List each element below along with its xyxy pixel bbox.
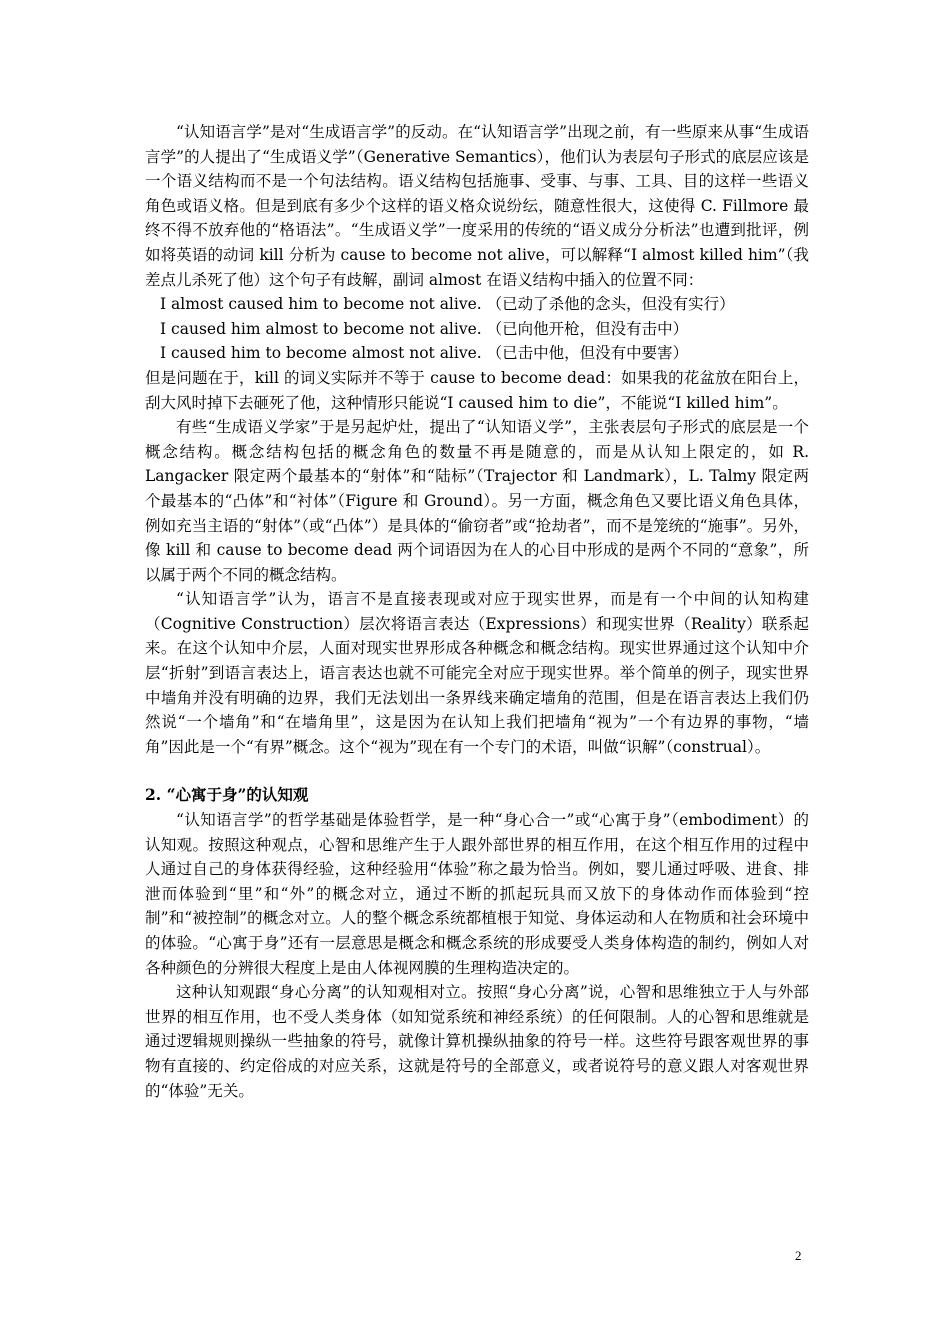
example-sentence-3: I caused him to become almost not alive. （已击中他，但没有中要害） [160,344,689,363]
paragraph-generative-semantics: “认知语言学”是对“生成语言学”的反动。在“认知语言学”出现之前，有一些原来从事“生成语言学”的人提出了“生成语义学”（Generative Semantics），他们认为表层句子形式的底层应该是一个语义结构而不是一个句法结构。语义结构包括施事、受事、与事、工具、目的这样一些语义角色或语义格。但是到底有多少个这样的语义格众说纷纭，随意性很大，这使得 C. Fillmore 最终不得不放弃他的“格语法”。“生成语义学”一度采用的传统的“语义成分分析法”也遭到批评，例如将英语的动词 kill 分析为 cause to become not alive，可以解释“I almost killed him”（我差点儿杀死了他）这个句子有歧解，副词 almost 在语义结构中插入的位置不同： [145,123,809,289]
example-sentence-2: I caused him almost to become not alive. （已向他开枪，但没有击中） [160,319,689,338]
paragraph-cognitive-semantics: 有些“生成语义学家”于是另起炉灶，提出了“认知语义学”，主张表层句子形式的底层是一个概念结构。概念结构包括的概念角色的数量不再是随意的，而是从认知上限定的，如 R. Langacker 限定两个最基本的“射体”和“陆标”（Trajector 和 Landmark），L. Talmy 限定两个最基本的“凸体”和“衬体”（Figure 和 Ground）。另一方面，概念角色又要比语义角色具体，例如充当主语的“射体”（或“凸体”）是具体的“偷窃者”或“抢劫者”，而不是笼统的“施事”。另外，像 kill 和 cause to become dead 两个词语因为在人的心目中形成的是两个不同的“意象”，所以属于两个不同的概念结构。 [145,418,809,584]
section-heading: 2. “心寓于身”的认知观 [145,785,309,805]
paragraph-embodiment: “认知语言学”的哲学基础是体验哲学，是一种“身心合一”或“心寓于身”（embodiment）的认知观。按照这种观点，心智和思维产生于人跟外部世界的相互作用，在这个相互作用的过程中人通过自己的身体获得经验，这种经验用“体验”称之最为恰当。例如，婴儿通过呼吸、进食、排泄而体验到“里”和“外”的概念对立，通过不断的抓起玩具而又放下的身体动作而体验到“控制”和“被控制”的概念对立。人的整个概念系统都植根于知觉、身体运动和人在物质和社会环境中的体验。“心寓于身”还有一层意思是概念和概念系统的形成要受人类身体构造的制约，例如人对各种颜色的分辨很大程度上是由人体视网膜的生理构造决定的。 [145,811,809,977]
paragraph-cognitive-construction: “认知语言学”认为，语言不是直接表现或对应于现实世界，而是有一个中间的认知构建（Cognitive Construction）层次将语言表达（Expressions）和现实世界（Reality）联系起来。在这个认知中介层，人面对现实世界形成各种概念和概念结构。现实世界通过这个认知中介层“折射”到语言表达上，语言表达也就不可能完全对应于现实世界。举个简单的例子，现实世界中墙角并没有明确的边界，我们无法划出一条界线来确定墙角的范围，但是在语言表达上我们仍然说“一个墙角”和“在墙角里”，这是因为在认知上我们把墙角“视为”一个有边界的事物，“墙角”因此是一个“有界”概念。这个“视为”现在有一个专门的术语，叫做“识解”（construal）。 [145,590,809,756]
paragraph-kill-meaning: 但是问题在于，kill 的词义实际并不等于 cause to become dead：如果我的花盆放在阳台上，刮大风时掉下去砸死了他，这种情形只能说“I caused him to die”，不能说“I killed him”。 [145,368,809,412]
paragraph-mind-body-separation: 这种认知观跟“身心分离”的认知观相对立。按照“身心分离”说，心智和思维独立于人与外部世界的相互作用，也不受人类身体（如知觉系统和神经系统）的任何限制。人的心智和思维就是通过逻辑规则操纵一些抽象的符号，就像计算机操纵抽象的符号一样。这些符号跟客观世界的事物有直接的、约定俗成的对应关系，这就是符号的全部意义，或者说符号的意义跟人对客观世界的“体验”无关。 [145,983,809,1100]
body-text [145,120,809,1103]
example-sentence-1: I almost caused him to become not alive. （已动了杀他的念头，但没有实行） [160,295,735,314]
page-number: 2 [795,1248,802,1263]
